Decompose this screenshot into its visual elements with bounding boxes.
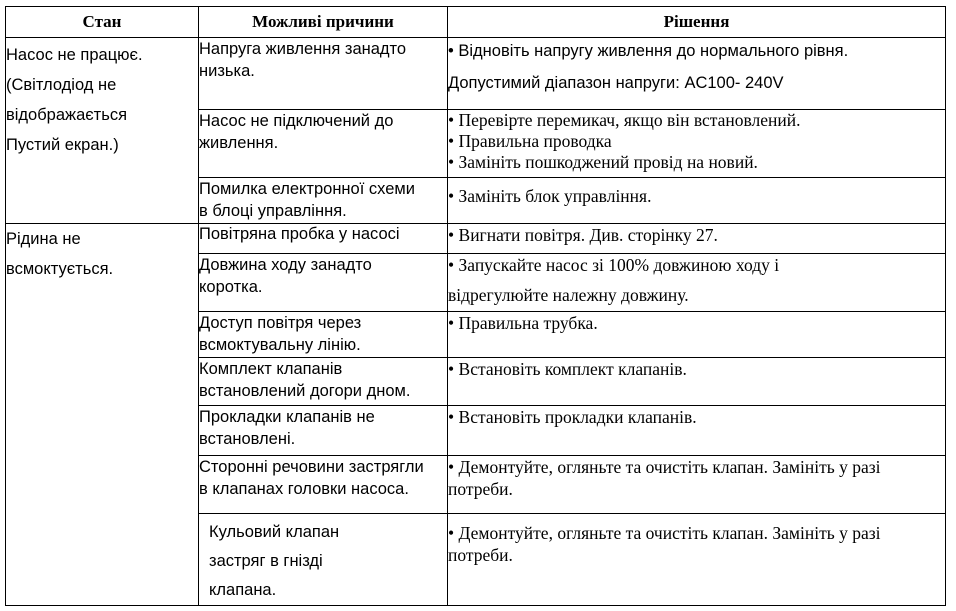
solution-cell (448, 406, 946, 456)
solution-line: • Демонтуйте, огляньте та очистіть клапан. Замініть у разі (448, 522, 945, 544)
cause-cell (199, 110, 448, 178)
cause-cell (199, 358, 448, 406)
solution-line: потреби. (448, 479, 513, 499)
cause-line: Комплект клапанів (199, 360, 343, 378)
solution-line: • Встановіть прокладки клапанів. (448, 406, 945, 428)
state-line: відображається (6, 106, 128, 124)
state-cell (6, 224, 199, 606)
solution-cell (448, 178, 946, 224)
header-solutions: Рішення (448, 7, 946, 38)
solution-line: • Вигнати повітря. Див. сторінку 27. (448, 224, 945, 246)
cause-line: Помилка електронної схеми (199, 180, 415, 198)
cause-line: клапана. (209, 581, 277, 599)
solution-line: • Встановіть комплект клапанів. (448, 358, 945, 380)
cause-line: встановлені. (199, 430, 296, 448)
solution-cell (448, 224, 946, 254)
cause-line: живлення. (199, 134, 279, 152)
solution-line: • Відновіть напругу живлення до нормального рівня. (448, 38, 945, 60)
table-row (6, 224, 946, 254)
cause-cell (199, 456, 448, 514)
cause-cell (199, 406, 448, 456)
solution-cell (448, 110, 946, 178)
header-row (6, 7, 946, 38)
solution-line: • Замініть блок управління. (448, 178, 945, 207)
cause-line: Сторонні речовини застрягли (199, 458, 424, 476)
cause-line: в клапанах головки насоса. (199, 480, 409, 498)
cause-line: встановлений догори дном. (199, 382, 411, 400)
cause-cell (199, 514, 448, 606)
solution-line: • Запускайте насос зі 100% довжиною ходу і (448, 254, 945, 276)
cause-line: Повітряна пробка у насосі (199, 225, 400, 243)
state-line: Пустий екран.) (6, 136, 119, 154)
state-line: всмоктується. (6, 260, 114, 278)
header-state: Стан (6, 7, 199, 38)
solution-cell (448, 358, 946, 406)
solution-line: • Демонтуйте, огляньте та очистіть клапан. Замініть у разі (448, 456, 945, 478)
header-causes: Можливі причини (199, 7, 448, 38)
solution-line: • Правильна трубка. (448, 312, 945, 334)
solution-cell (448, 312, 946, 358)
cause-line: коротка. (199, 278, 263, 296)
cause-cell (199, 254, 448, 312)
solution-line: відрегулюйте належну довжину. (448, 285, 689, 305)
cause-line: застряг в гнізді (209, 552, 323, 570)
state-line: (Світлодіод не (6, 76, 117, 94)
cause-cell (199, 312, 448, 358)
cause-line: Доступ повітря через (199, 314, 362, 332)
cause-cell (199, 224, 448, 254)
solution-cell (448, 514, 946, 606)
cause-cell (199, 178, 448, 224)
table-row (6, 38, 946, 110)
solution-line: Допустимий діапазон напруги: AC100- 240V (448, 74, 784, 92)
solution-cell (448, 456, 946, 514)
solution-cell (448, 254, 946, 312)
cause-line: Довжина ходу занадто (199, 256, 372, 274)
solution-line: • Правильна проводка (448, 131, 945, 152)
cause-line: Прокладки клапанів не (199, 408, 375, 426)
cause-line: Насос не підключений до (199, 112, 394, 130)
solution-line: • Перевірте перемикач, якщо він встановлений. (448, 110, 945, 131)
solution-line: • Замініть пошкоджений провід на новий. (448, 152, 945, 173)
cause-line: Напруга живлення занадто (199, 40, 407, 58)
cause-line: низька. (199, 62, 255, 80)
solution-line: потреби. (448, 545, 513, 565)
state-cell (6, 38, 199, 224)
state-line: Рідина не (6, 230, 81, 248)
cause-line: Кульовий клапан (209, 523, 340, 541)
troubleshooting-table (5, 6, 946, 606)
state-line: Насос не працює. (6, 46, 143, 64)
cause-line: всмоктувальну лінію. (199, 336, 361, 354)
cause-cell (199, 38, 448, 110)
solution-cell (448, 38, 946, 110)
cause-line: в блоці управління. (199, 202, 347, 220)
